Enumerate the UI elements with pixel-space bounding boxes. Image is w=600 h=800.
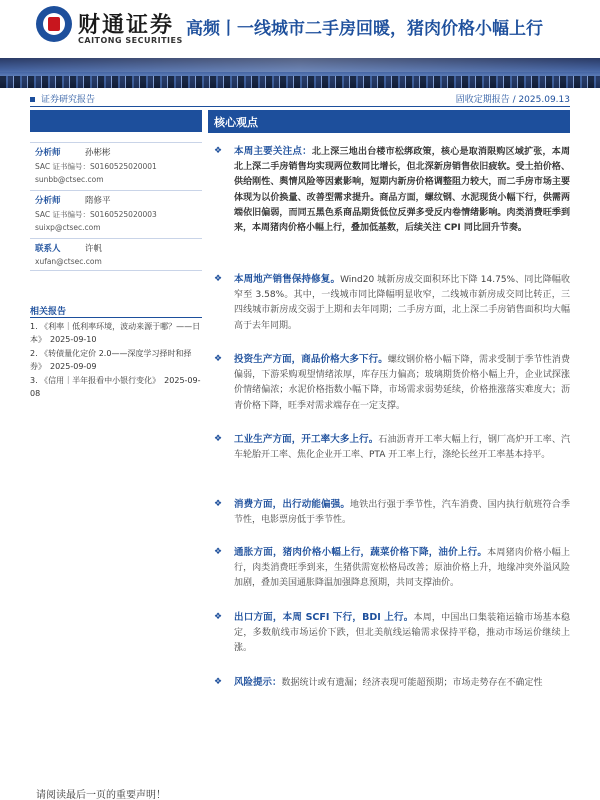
paragraph-lead: 投资生产方面，商品价格大多下行。 [234,354,388,365]
paragraph-bold: 北上深三地出台楼市松绑政策，核心是取消限购区域扩张，本周北上深二手房销售均实现两位数同比增长，但北深新房销售依旧疲软。受土拍价格、供给刚性、舆情风险等因素影响，短期内新房价格调整阻力较大，而二手房市场主要体现为以价换量、改善型需求提升。商品方面，螺纹钢、水泥现货小幅下行，供需两端依旧偏弱，而同五黑色系商品期货低位反弹多受反内卷情绪影响。肉类消费旺季到来，本周猪肉价格小幅上行，叠加低基数，后续关注 CPI 同比回升节奏。 [234,147,570,234]
paragraph-body: 螺纹钢价格小幅下降，需求受制于季节性消费偏弱，下游采购观望情绪浓厚，库存压力偏高；玻璃期货价格小幅上升，企业试探涨价情绪偏浓；水泥价格指数小幅下降，市场需求弱势延续，价格推涨落实难度大；沥青价格下降，旺季对需求端存在一定支撑。 [234,355,570,411]
core-views-title: 核心观点 [214,116,258,129]
diamond-bullet-icon: ❖ [214,612,223,622]
paragraph-lead: 风险提示： [234,677,282,688]
related-report-link[interactable]: 3. 《信用｜半年报看中小银行变化》 2025-09-08 [30,376,201,398]
core-paragraph [214,432,570,463]
paragraph-lead: 本周地产销售保持修复。 [234,274,341,285]
divider [208,132,570,133]
contact-role: 联系人 [35,244,61,254]
divider [30,238,202,239]
core-paragraph [214,675,570,691]
diamond-bullet-icon: ❖ [214,677,223,687]
analyst-card [35,146,200,184]
analyst-cert: SAC 证书编号：S0160525020003 [35,210,157,219]
paragraph-body: 本周，中国出口集装箱运输市场基本稳定，多数航线市场运价下跌，但北美航线运输需求保持平稳，推动市场运价继续上涨。 [234,613,570,654]
disclaimer-notice: 请阅读最后一页的重要声明！ [36,790,166,800]
diamond-bullet-icon: ❖ [214,146,223,156]
paragraph-body: 本周猪肉价格小幅上行，肉类消费旺季到来，生猪供需宽松格局改善；原油价格上升，地缘冲突外溢风险加剧，叠加美国通胀降温加强降息预期，共同支撑油价。 [234,548,570,589]
left-column-header-bar [30,110,202,132]
analyst-email[interactable]: sunbb@ctsec.com [35,175,104,184]
square-bullet-icon [30,97,35,102]
core-paragraph [214,272,570,334]
logo-mark-inner [48,17,60,31]
core-paragraph [214,610,570,657]
paragraph-body: 地铁出行强于季节性，汽车消费、国内执行航班符合季节性，电影票房低于季节性。 [234,500,570,526]
header-banner-image [0,58,600,88]
related-reports-title: 相关报告 [30,307,67,317]
analyst-card [35,194,200,232]
diamond-bullet-icon: ❖ [214,547,223,557]
diamond-bullet-icon: ❖ [214,354,223,364]
core-views-header [208,110,570,132]
analyst-role: 分析师 [35,148,61,158]
contact-name: 许帆 [85,244,103,254]
paragraph-lead: 本周主要关注点： [234,146,312,157]
divider [30,270,202,271]
paragraph-body: 石油沥青开工率大幅上行，钢厂高炉开工率、汽车轮胎开工率、焦化企业开工率、PTA 开工率上行，涤纶长丝开工率基本持平。 [234,435,570,461]
contact-card [35,242,200,266]
related-report-link[interactable]: 1. 《利率｜低利率环境，波动来源于哪？——日本》 2025-09-10 [30,322,201,344]
company-logo [36,6,186,48]
divider [30,317,202,318]
analyst-name: 隋修平 [85,196,111,206]
diamond-bullet-icon: ❖ [214,274,223,284]
diamond-bullet-icon: ❖ [214,434,223,444]
paragraph-lead: 工业生产方面，开工率大多上行。 [234,434,379,445]
diamond-bullet-icon: ❖ [214,499,223,509]
core-paragraph [214,545,570,592]
paragraph-lead: 通胀方面，猪肉价格小幅上行，蔬菜价格下降，油价上行。 [234,547,488,558]
analyst-name: 孙彬彬 [85,148,111,158]
analyst-email[interactable]: suixp@ctsec.com [35,223,101,232]
core-paragraph [214,144,570,236]
core-paragraph [214,352,570,414]
core-paragraph [214,497,570,528]
sub-header [30,92,570,106]
analyst-role: 分析师 [35,196,61,206]
report-header [0,0,600,60]
analyst-cert: SAC 证书编号：S0160525020001 [35,162,157,171]
paragraph-body: 数据统计或有遗漏；经济表现可能超预期；市场走势存在不确定性 [281,678,543,688]
related-report-link[interactable]: 2. 《转债量化定价 2.0——深度学习择时和择券》 2025-09-09 [30,349,192,371]
paragraph-body: Wind20 城新房成交面积环比下降 14.75%、同比降幅收窄至 3.58%。其中，一线城市同比降幅明显收窄，二线城市新房成交同比转正，三四线城市新房成交弱于上期和去年同期；二手房方面，北上深二手房销售面积均大幅高于去年同期。 [234,275,570,331]
report-category: 证券研究报告 [41,95,96,105]
paragraph-lead: 出口方面，本周 SCFI 下行，BDI 上行。 [234,612,414,623]
report-title: 高频丨一线城市二手房回暖，猪肉价格小幅上行 [186,19,543,39]
logo-text-cn: 财通证券 [78,12,175,38]
divider [30,142,202,143]
divider [30,190,202,191]
report-type-date: 固收定期报告 / 2025.09.13 [455,95,570,105]
divider [30,106,570,107]
contact-email[interactable]: xufan@ctsec.com [35,257,102,266]
paragraph-lead: 消费方面，出行动能偏强。 [234,499,351,510]
logo-text-en: CAITONG SECURITIES [78,36,183,45]
